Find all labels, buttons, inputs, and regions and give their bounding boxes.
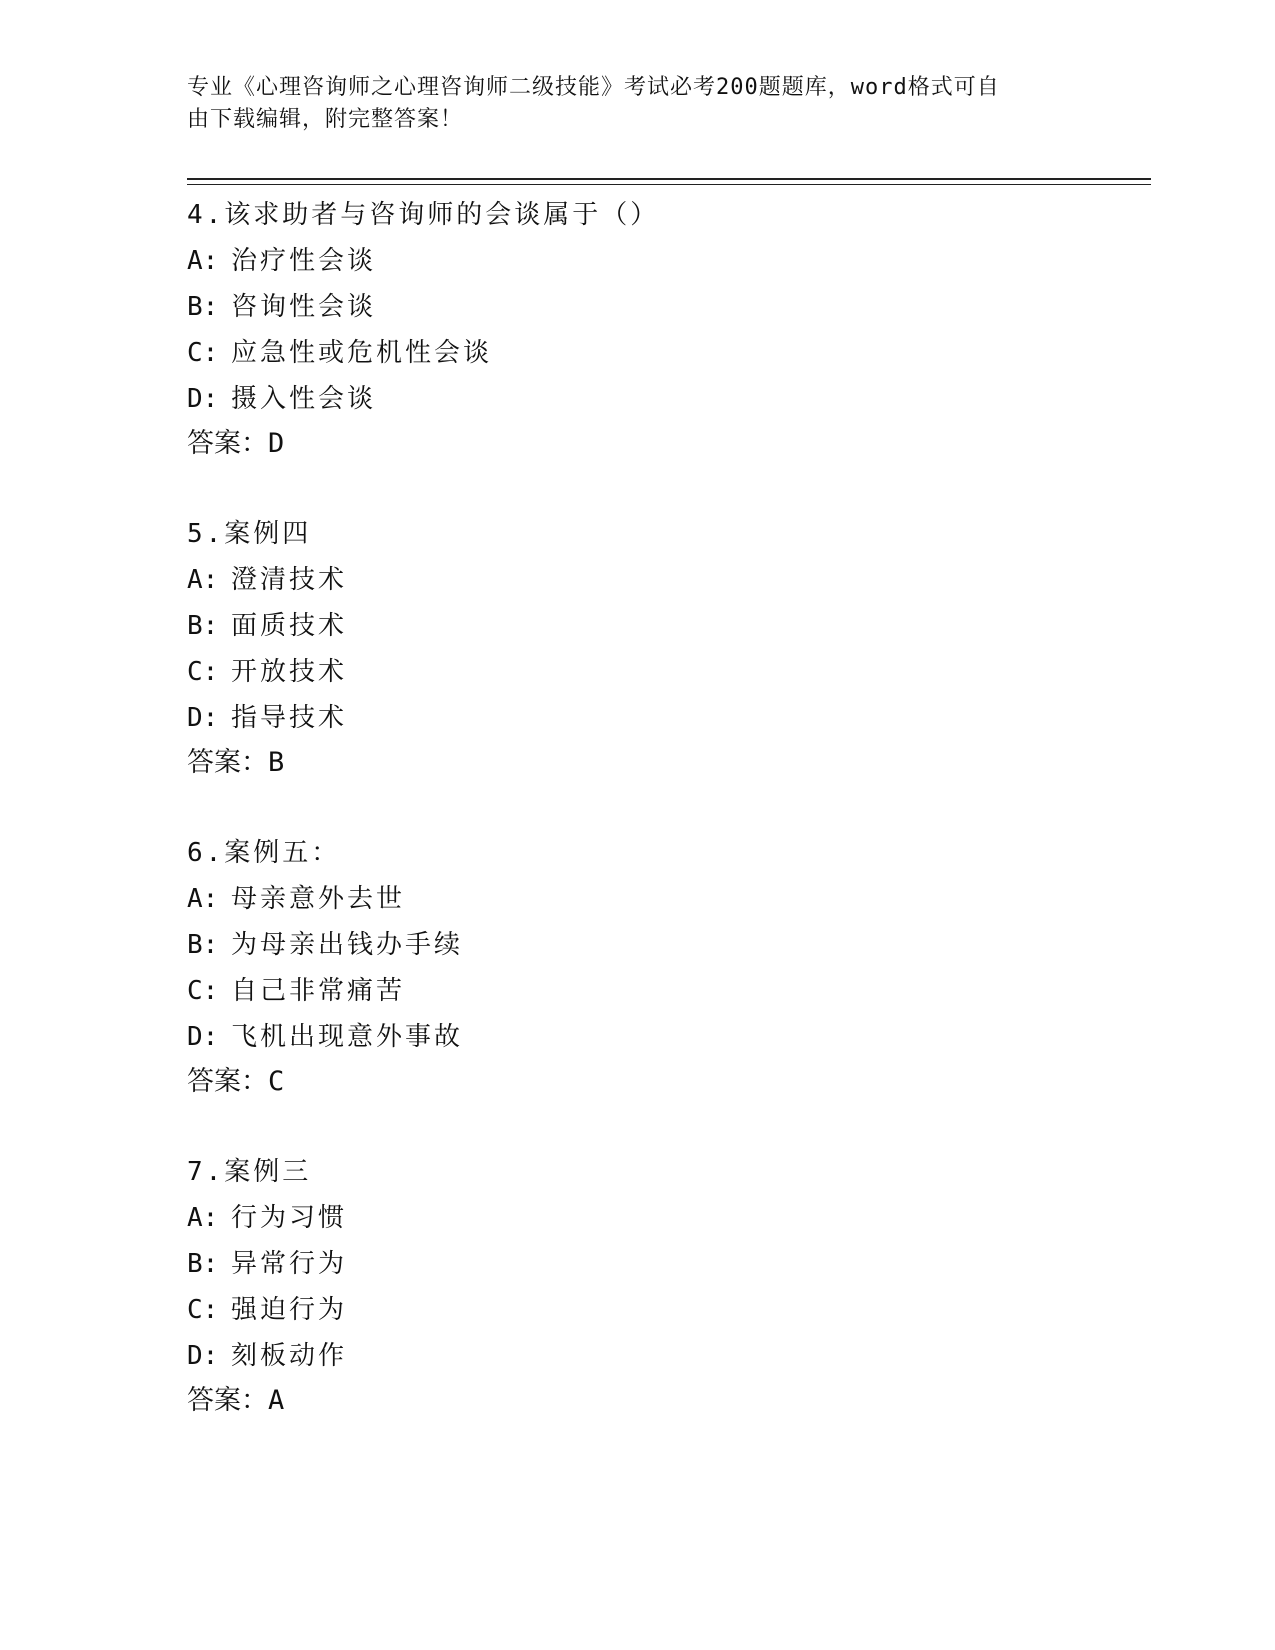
- question-item: [187, 511, 1127, 785]
- option-key: B:: [187, 292, 219, 322]
- option-a: [187, 876, 1127, 922]
- option-key: B:: [187, 611, 219, 641]
- option-text: 母亲意外去世: [231, 884, 406, 914]
- answer-line: [187, 741, 1127, 785]
- option-d: [187, 1333, 1127, 1379]
- option-key: D:: [187, 384, 219, 414]
- option-key: A:: [187, 884, 219, 914]
- option-text: 澄清技术: [231, 565, 348, 595]
- option-b: [187, 922, 1127, 968]
- question-title: 5.案例四: [187, 519, 312, 549]
- answer-label: 答案：: [187, 1066, 268, 1097]
- option-key: D:: [187, 1022, 219, 1052]
- question-item: [187, 1149, 1127, 1423]
- option-a: [187, 1195, 1127, 1241]
- question-title: 7.案例三: [187, 1157, 312, 1187]
- answer-value: C: [268, 1066, 285, 1097]
- option-key: D:: [187, 1341, 219, 1371]
- option-text: 治疗性会谈: [231, 246, 377, 276]
- header-line-1: 专业《心理咨询师之心理咨询师二级技能》考试必考200题题库，word格式可自: [187, 75, 1000, 100]
- option-text: 飞机出现意外事故: [231, 1022, 464, 1052]
- option-d: [187, 1014, 1127, 1060]
- option-key: A:: [187, 565, 219, 595]
- question-item: [187, 830, 1127, 1104]
- option-text: 自己非常痛苦: [231, 976, 406, 1006]
- header-divider-thin: [187, 184, 1151, 185]
- option-text: 开放技术: [231, 657, 348, 687]
- option-text: 面质技术: [231, 611, 348, 641]
- option-c: [187, 649, 1127, 695]
- option-key: C:: [187, 976, 219, 1006]
- answer-line: [187, 422, 1127, 466]
- answer-label: 答案：: [187, 1385, 268, 1416]
- option-text: 强迫行为: [231, 1295, 348, 1325]
- option-key: C:: [187, 657, 219, 687]
- header-divider-thick: [187, 178, 1151, 180]
- question-item: [187, 192, 1127, 466]
- answer-label: 答案：: [187, 747, 268, 778]
- option-key: C:: [187, 338, 219, 368]
- option-b: [187, 1241, 1127, 1287]
- option-a: [187, 238, 1127, 284]
- option-b: [187, 603, 1127, 649]
- answer-value: A: [268, 1385, 285, 1416]
- option-text: 指导技术: [231, 703, 348, 733]
- option-key: A:: [187, 1203, 219, 1233]
- option-key: C:: [187, 1295, 219, 1325]
- option-key: D:: [187, 703, 219, 733]
- option-text: 行为习惯: [231, 1203, 348, 1233]
- option-text: 应急性或危机性会谈: [231, 338, 493, 368]
- option-a: [187, 557, 1127, 603]
- option-b: [187, 284, 1127, 330]
- option-text: 咨询性会谈: [231, 292, 377, 322]
- option-key: A:: [187, 246, 219, 276]
- question-list: [187, 192, 1127, 1468]
- question-title: 6.案例五：: [187, 838, 341, 868]
- option-c: [187, 968, 1127, 1014]
- answer-line: [187, 1060, 1127, 1104]
- answer-value: D: [268, 428, 285, 459]
- document-header: [187, 72, 1067, 136]
- option-c: [187, 1287, 1127, 1333]
- option-d: [187, 695, 1127, 741]
- answer-value: B: [268, 747, 285, 778]
- answer-label: 答案：: [187, 428, 268, 459]
- option-text: 异常行为: [231, 1249, 348, 1279]
- option-c: [187, 330, 1127, 376]
- question-title: 4.该求助者与咨询师的会谈属于（）: [187, 200, 660, 230]
- option-text: 为母亲出钱办手续: [231, 930, 464, 960]
- option-text: 摄入性会谈: [231, 384, 377, 414]
- header-line-2: 由下载编辑，附完整答案！: [187, 107, 464, 132]
- option-key: B:: [187, 1249, 219, 1279]
- option-key: B:: [187, 930, 219, 960]
- option-d: [187, 376, 1127, 422]
- answer-line: [187, 1379, 1127, 1423]
- option-text: 刻板动作: [231, 1341, 348, 1371]
